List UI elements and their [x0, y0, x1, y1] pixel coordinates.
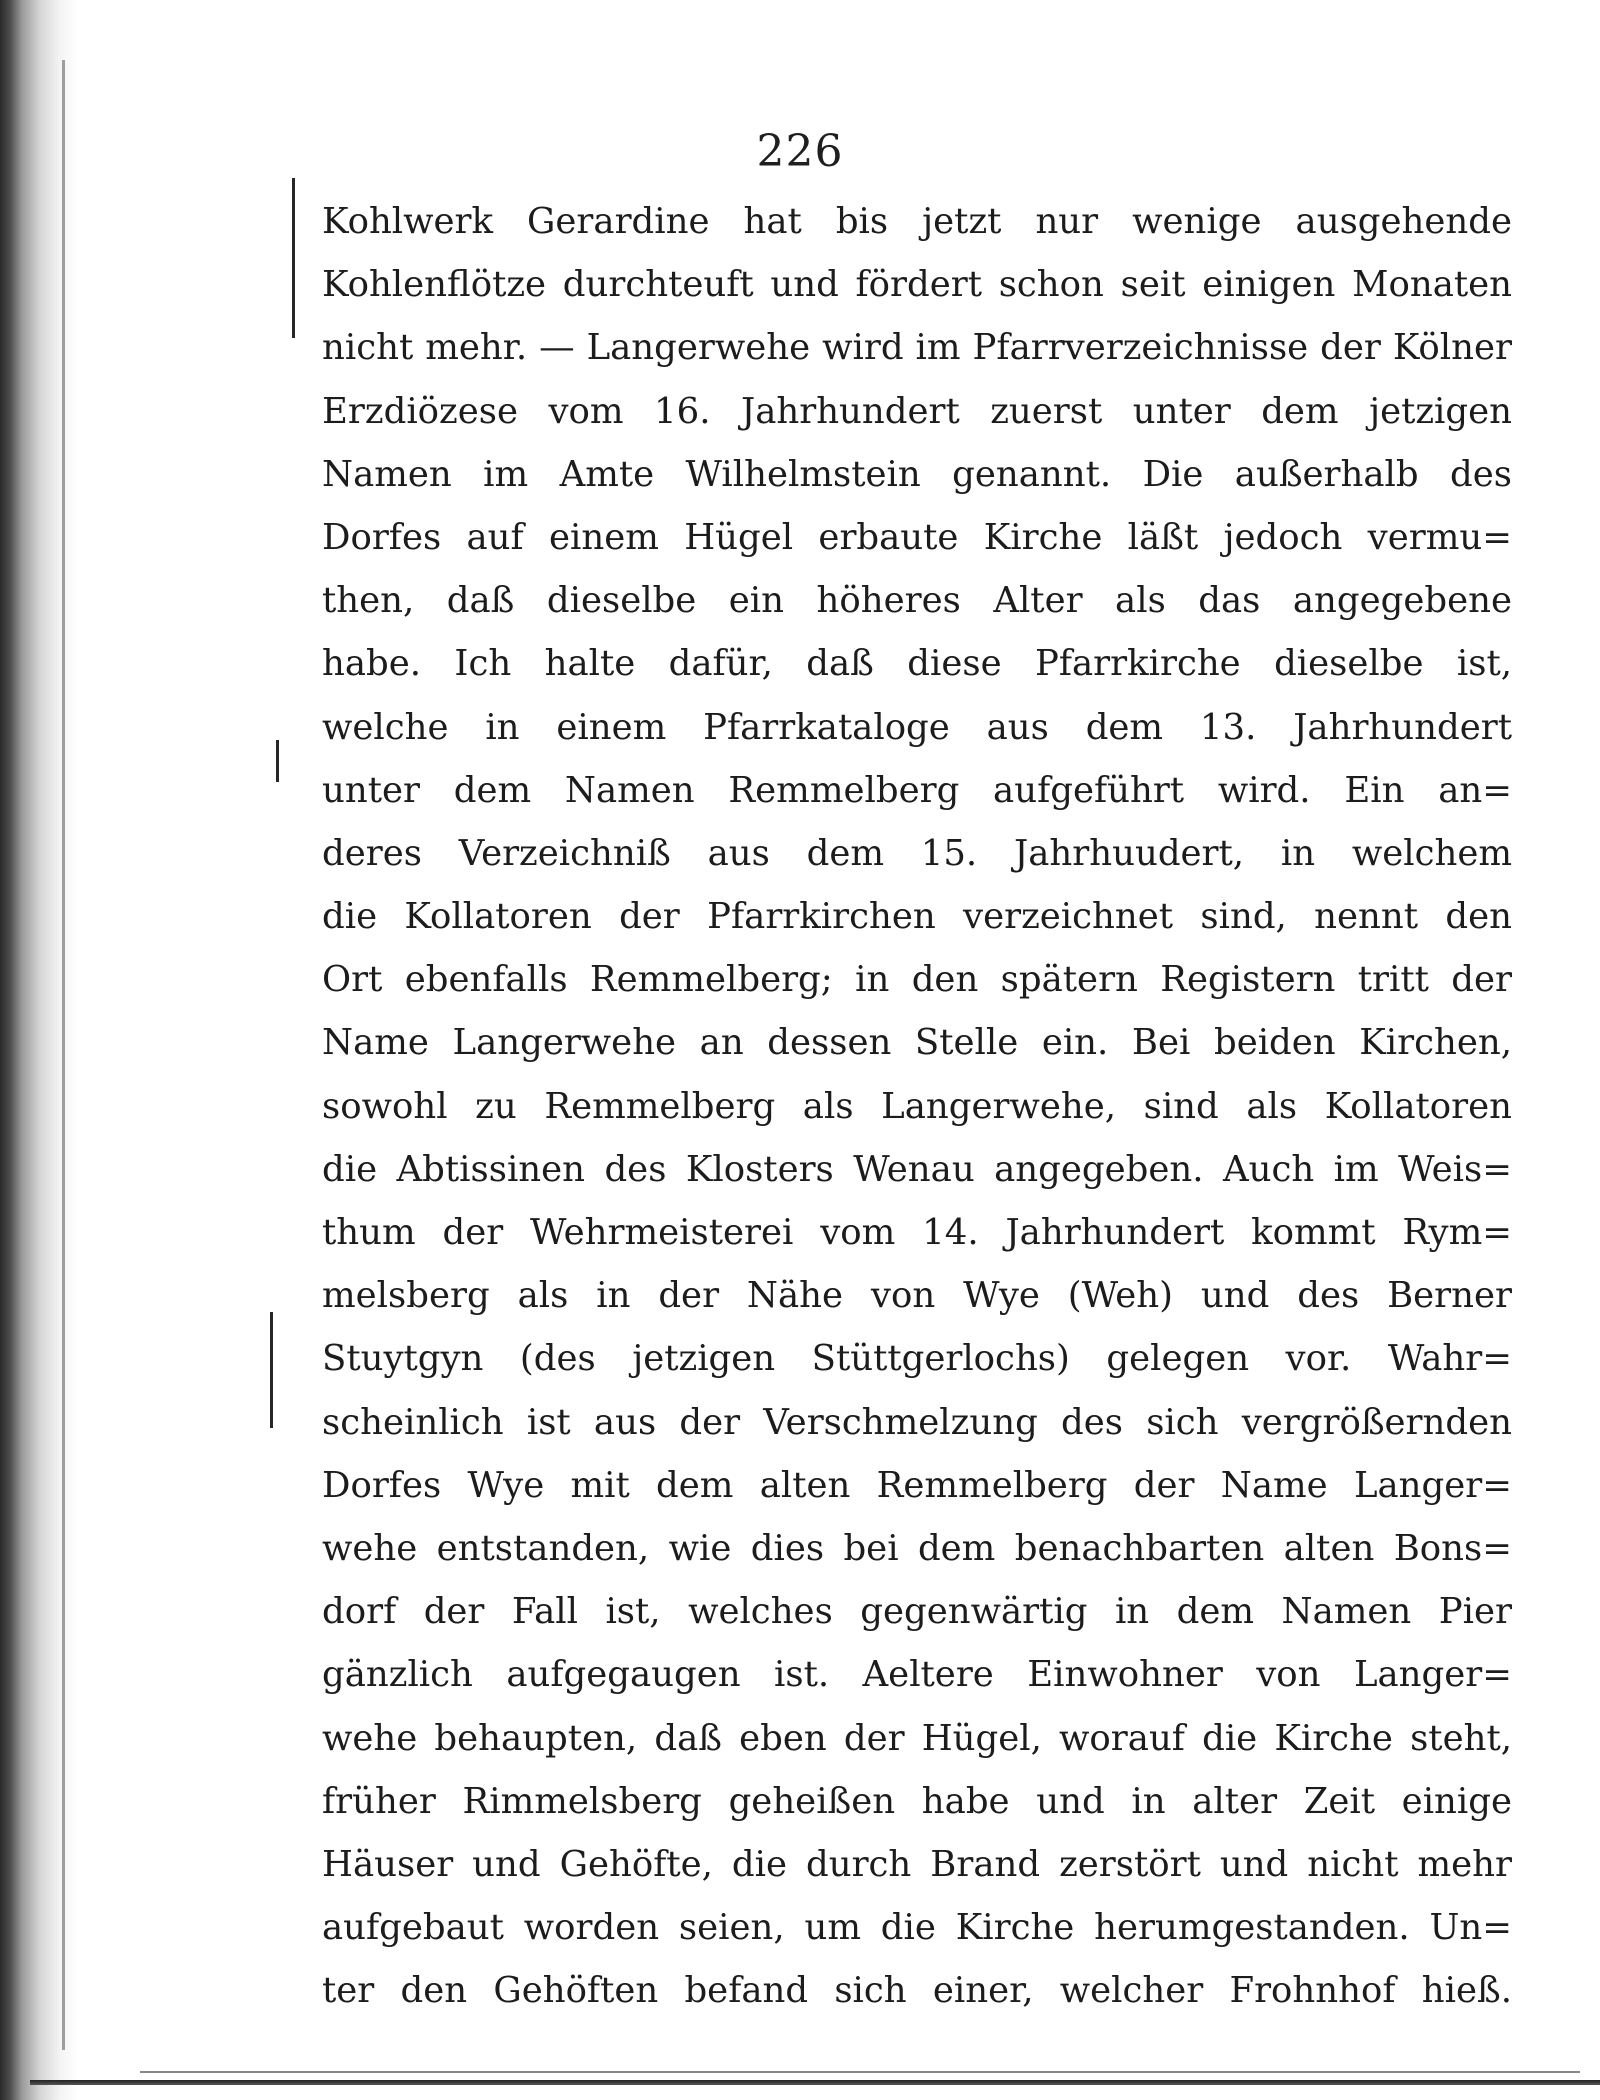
text-line: Ort ebenfalls Remmelberg; in den spätern Registern tritt der [322, 959, 1512, 1001]
margin-mark [270, 1312, 273, 1428]
margin-mark [276, 740, 279, 782]
text-line: die Abtissinen des Klosters Wenau angegeben. Auch im Weis= [322, 1148, 1512, 1190]
text-line: aufgebaut worden seien, um die Kirche herumgestanden. Un= [322, 1907, 1512, 1949]
text-line: deres Verzeichniß aus dem 15. Jahrhuudert, in welchem [322, 832, 1512, 874]
text-line: scheinlich ist aus der Verschmelzung des sich vergrößernden [322, 1401, 1512, 1443]
page-bottom-rule [30, 2080, 1600, 2085]
page-number: 226 [756, 126, 844, 177]
binding-shadow-line [62, 60, 65, 2050]
text-line: sowohl zu Remmelberg als Langerwehe, sind als Kollatoren [322, 1085, 1512, 1127]
book-binding-edge [0, 0, 78, 2100]
text-line: gänzlich aufgegaugen ist. Aeltere Einwohner von Langer= [322, 1654, 1512, 1696]
text-line: wehe behaupten, daß eben der Hügel, worauf die Kirche steht, [322, 1717, 1512, 1759]
text-line: Häuser und Gehöfte, die durch Brand zerstört und nicht mehr [322, 1843, 1512, 1885]
text-line: wehe entstanden, wie dies bei dem benachbarten alten Bons= [322, 1527, 1512, 1569]
body-text [322, 190, 1512, 2022]
text-line: dorf der Fall ist, welches gegenwärtig in dem Namen Pier [322, 1591, 1512, 1633]
text-line: Dorfes auf einem Hügel erbaute Kirche läßt jedoch vermu= [322, 516, 1512, 558]
text-line: nicht mehr. — Langerwehe wird im Pfarrverzeichnisse der Kölner [322, 327, 1512, 369]
text-line: Name Langerwehe an dessen Stelle ein. Bei beiden Kirchen, [322, 1022, 1512, 1064]
text-line: Kohlenflötze durchteuft und fördert schon seit einigen Monaten [322, 264, 1512, 306]
text-line: Namen im Amte Wilhelmstein genannt. Die außerhalb des [322, 453, 1512, 495]
text-line: welche in einem Pfarrkataloge aus dem 13. Jahrhundert [322, 706, 1512, 748]
text-line: unter dem Namen Remmelberg aufgeführt wird. Ein an= [322, 769, 1512, 811]
text-line: thum der Wehrmeisterei vom 14. Jahrhundert kommt Rym= [322, 1212, 1512, 1253]
text-line: Dorfes Wye mit dem alten Remmelberg der Name Langer= [322, 1464, 1512, 1506]
text-line: Kohlwerk Gerardine hat bis jetzt nur wenige ausgehende [322, 201, 1512, 242]
page-bottom-rule-thin [140, 2071, 1580, 2073]
text-line: habe. Ich halte dafür, daß diese Pfarrkirche dieselbe ist, [322, 643, 1512, 685]
text-line: Erzdiözese vom 16. Jahrhundert zuerst unter dem jetzigen [322, 390, 1512, 432]
text-line: then, daß dieselbe ein höheres Alter als das angegebene [322, 580, 1512, 622]
text-line: die Kollatoren der Pfarrkirchen verzeichnet sind, nennt den [322, 896, 1512, 938]
margin-mark [292, 178, 295, 338]
text-line: ter den Gehöften befand sich einer, welcher Frohnhof hieß. [322, 1970, 1512, 2012]
text-line: melsberg als in der Nähe von Wye (Weh) und des Berner [322, 1275, 1512, 1317]
text-line: früher Rimmelsberg geheißen habe und in alter Zeit einige [322, 1780, 1512, 1822]
text-line: Stuytgyn (des jetzigen Stüttgerlochs) gelegen vor. Wahr= [322, 1338, 1512, 1380]
